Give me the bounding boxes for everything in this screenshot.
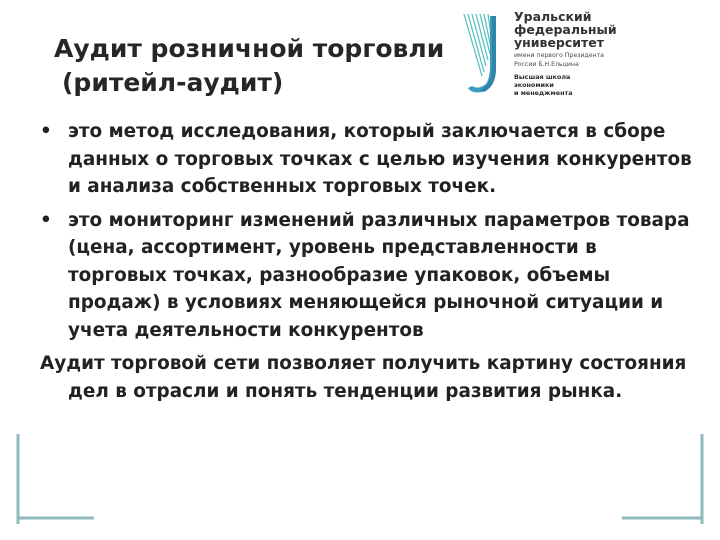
logo-name-line: Уральский bbox=[514, 9, 592, 24]
logo-school-line: Высшая школа bbox=[514, 73, 571, 81]
bullet-text: это мониторинг изменений различных параметров товара (цена, ассортимент, уровень представленности в торговых точках, разнообразие упаковок, объемы продаж) в условиях меняющейся рыночной ситуации и учета деятельности конкурентов bbox=[68, 209, 690, 341]
university-logo bbox=[462, 10, 708, 110]
frame-corner-bottom-right-h bbox=[622, 514, 708, 526]
title-line-2: (ритейл-аудит) bbox=[62, 68, 284, 97]
logo-subtitle-line: имени первого Президента bbox=[514, 52, 604, 59]
logo-name-line: университет bbox=[514, 35, 605, 50]
bullet-item bbox=[40, 207, 700, 345]
bullet-text: это метод исследования, который заключается в сборе данных о торговых точках с целью изучения конкурентов и анализа собственных торговых точек. bbox=[68, 121, 692, 197]
slide-title bbox=[54, 32, 484, 100]
slide-body bbox=[40, 118, 700, 405]
bullet-marker: • bbox=[40, 209, 52, 231]
bullet-item bbox=[40, 118, 700, 201]
frame-corner-bottom-left-h bbox=[14, 514, 94, 526]
frame-corner-bottom-left bbox=[14, 434, 26, 524]
logo-school-line: и менеджмента bbox=[514, 89, 573, 97]
summary-paragraph: Аудит торговой сети позволяет получить картину состояния дел в отрасли и понять тенденции развития рынка. bbox=[40, 353, 687, 402]
urfu-emblem-icon bbox=[462, 14, 510, 104]
logo-school-line: экономики bbox=[514, 81, 554, 89]
logo-name-line: федеральный bbox=[514, 22, 617, 37]
frame-corner-bottom-right bbox=[696, 434, 708, 524]
bullet-marker: • bbox=[40, 121, 52, 142]
title-line-1: Аудит розничной торговли bbox=[54, 34, 445, 63]
logo-subtitle-line: России Б.Н.Ельцина bbox=[514, 61, 579, 68]
